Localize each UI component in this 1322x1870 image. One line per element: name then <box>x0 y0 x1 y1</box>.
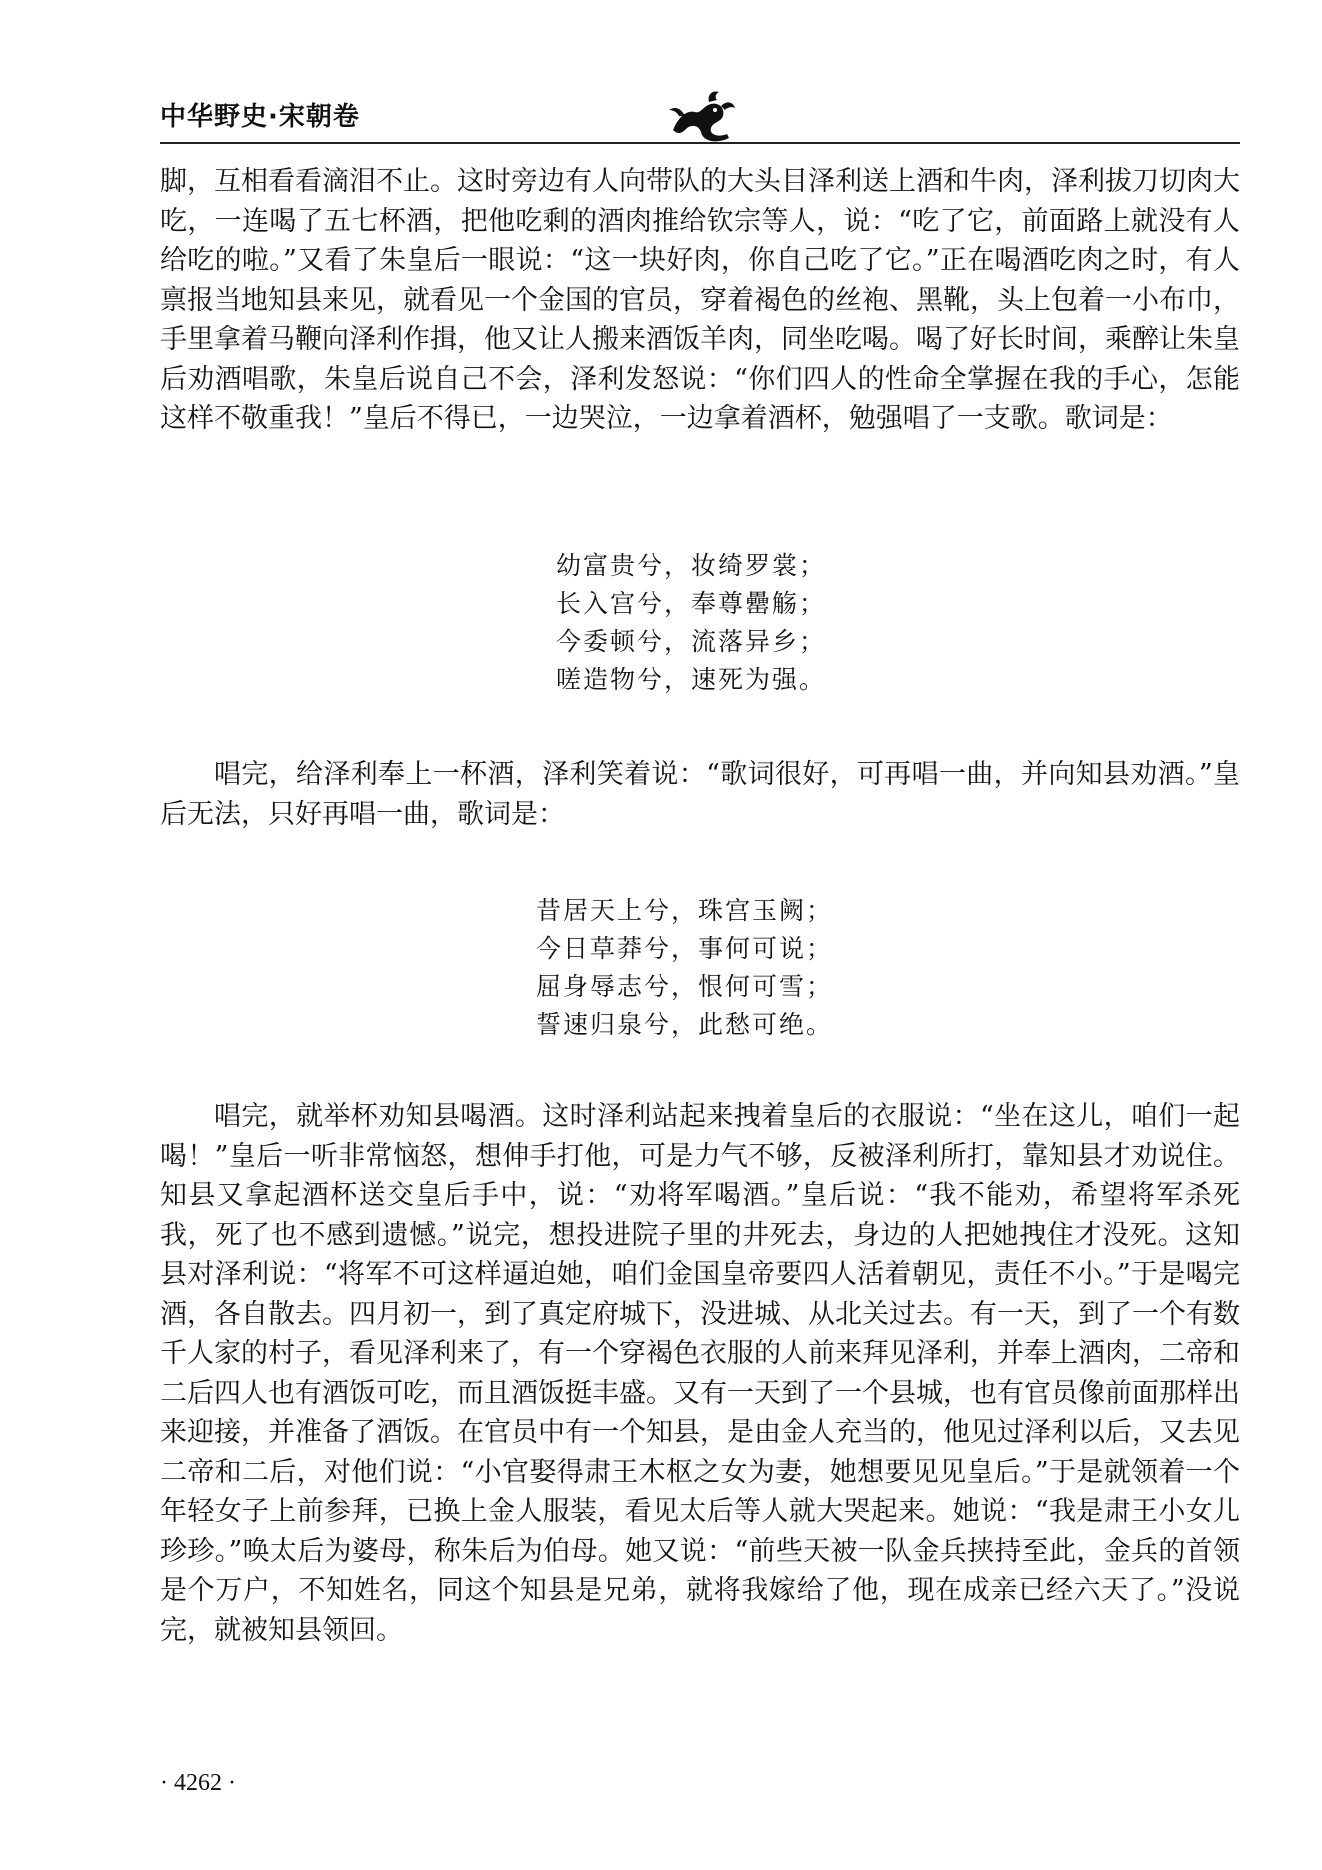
running-header <box>160 92 1240 152</box>
header-rule <box>160 142 1240 144</box>
poem-1-line: 长入宫兮，奉尊罍觞； <box>556 589 827 618</box>
paragraph-3: 唱完，就举杯劝知县喝酒。这时泽利站起来拽着皇后的衣服说：“坐在这儿，咱们一起喝！”皇后一听非常恼怒，想伸手打他，可是力气不够，反被泽利所打，靠知县才劝说住。知县又拿起酒杯送交皇后手中，说：“劝将军喝酒。”皇后说：“我不能劝，希望将军杀死我，死了也不感到遗憾。”说完，想投进院子里的井死去，身边的人把她拽住才没死。这知县对泽利说：“将军不可这样逼迫她，咱们金国皇帝要四人活着朝见，责任不小。”于是喝完酒，各自散去。四月初一，到了真定府城下，没进城、从北关过去。有一天，到了一个有数千人家的村子，看见泽利来了，有一个穿褐色衣服的人前来拜见泽利，并奉上酒肉，二帝和二后四人也有酒饭可吃，而且酒饭挺丰盛。又有一天到了一个县城，也有官员像前面那样出来迎接，并准备了酒饭。在官员中有一个知县，是由金人充当的，他见过泽利以后，又去见二帝和二后，对他们说：“小官娶得肃王木枢之女为妻，她想要见见皇后。”于是就领着一个年轻女子上前参拜，已换上金人服装，看见太后等人就大哭起来。她说：“我是肃王小女儿珍珍。”唤太后为婆母，称朱后为伯母。她又说：“前些天被一队金兵挟持至此，金兵的首领是个万户，不知姓名，同这个知县是兄弟，就将我嫁给了他，现在成亲已经六天了。”没说完，就被知县领回。 <box>160 1101 1240 1646</box>
paragraph-2: 唱完，给泽利奉上一杯酒，泽利笑着说：“歌词很好，可再唱一曲，并向知县劝酒。”皇后无法，只好再唱一曲，歌词是： <box>160 759 1240 830</box>
paragraph-1: 脚，互相看看滴泪不止。这时旁边有人向带队的大头目泽利送上酒和牛肉，泽利拔刀切肉大吃，一连喝了五七杯酒，把他吃剩的酒肉推给钦宗等人，说：“吃了它，前面路上就没有人给吃的啦。”又看了朱皇后一眼说：“这一块好肉，你自己吃了它。”正在喝酒吃肉之时，有人禀报当地知县来见，就看见一个金国的官员，穿着褐色的丝袍、黑靴，头上包着一小布巾，手里拿着马鞭向泽利作揖，他又让人搬来酒饭羊肉，同坐吃喝。喝了好长时间，乘醉让朱皇后劝酒唱歌，朱皇后说自己不会，泽利发怒说：“你们四人的性命全掌握在我的手心，怎能这样不敬重我！”皇后不得已，一边哭泣，一边拿着酒杯，勉强唱了一支歌。歌词是： <box>160 166 1240 434</box>
poem-1-line: 幼富贵兮，妆绮罗裳； <box>556 551 827 580</box>
running-title: 中华野史·宋朝卷 <box>160 102 360 132</box>
poem-1 <box>556 547 956 699</box>
poem-2-line: 今日草莽兮，事何可说； <box>536 934 834 963</box>
poem-2-line: 誓速归泉兮，此愁可绝。 <box>536 1010 834 1039</box>
poem-1-line: 今委顿兮，流落异乡； <box>556 627 827 656</box>
poem-2-line: 昔居天上兮，珠宫玉阙； <box>536 896 834 925</box>
poem-2-line: 屈身辱志兮，恨何可雪； <box>536 972 834 1001</box>
poem-1-line: 嗟造物兮，速死为强。 <box>556 665 827 694</box>
poem-2 <box>536 892 936 1044</box>
page-number: · 4262 · <box>160 1770 236 1796</box>
dragon-emblem-icon <box>665 86 737 144</box>
